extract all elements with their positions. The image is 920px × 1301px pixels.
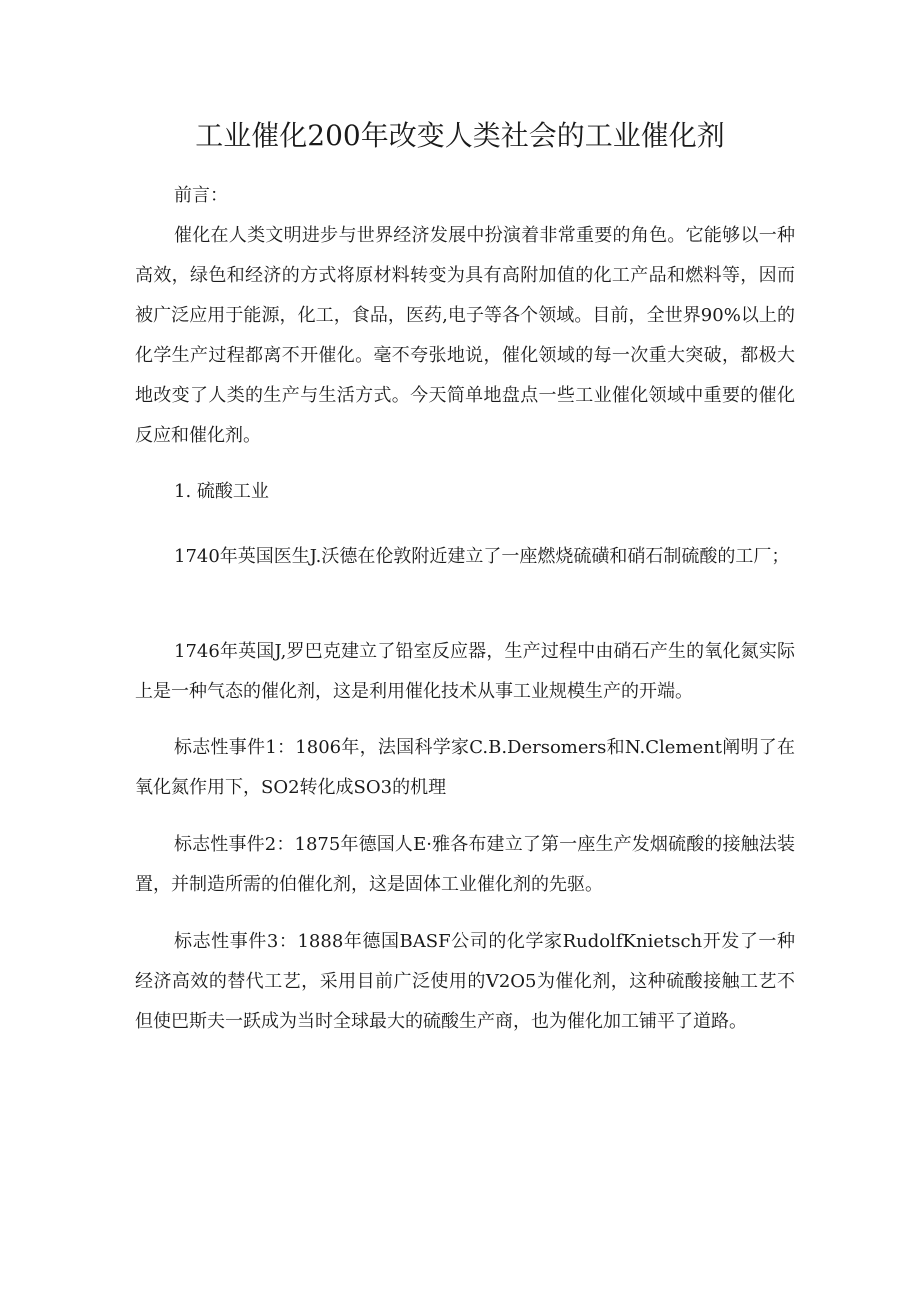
milestone-2 xyxy=(135,825,795,905)
paragraph-1740 xyxy=(135,537,795,577)
section-heading: 1. 硫酸工业 xyxy=(174,481,269,502)
milestone-1 xyxy=(135,728,795,808)
body-paragraph: 标志性事件3：1888年德国BASF公司的化学家RudolfKnietsch开发了一种经济高效的替代工艺，采用目前广泛使用的V2O5为催化剂，这种硫酸接触工艺不但使巴斯夫一跃成为当时全球最大的硫酸生产商，也为催化加工铺平了道路。 xyxy=(135,931,795,1032)
preface-section xyxy=(135,176,795,456)
body-paragraph: 标志性事件2：1875年德国人E·雅各布建立了第一座生产发烟硫酸的接触法装置，并制造所需的伯催化剂，这是固体工业催化剂的先驱。 xyxy=(135,834,795,895)
milestone-3 xyxy=(135,922,795,1042)
paragraph-1746 xyxy=(135,632,795,712)
document-title: 工业催化200年改变人类社会的工业催化剂 xyxy=(195,119,725,152)
body-paragraph: 1740年英国医生J.沃德在伦敦附近建立了一座燃烧硫磺和硝石制硫酸的工厂； xyxy=(174,546,790,567)
preface-paragraph: 催化在人类文明进步与世界经济发展中扮演着非常重要的角色。它能够以一种高效，绿色和经济的方式将原材料转变为具有高附加值的化工产品和燃料等，因而被广泛应用于能源，化工，食品，医药,电子等各个领域。目前，全世界90%以上的化学生产过程都离不开催化。毫不夸张地说，催化领域的每一次重大突破，都极大地改变了人类的生产与生活方式。今天简单地盘点一些工业催化领域中重要的催化反应和催化剂。 xyxy=(135,225,795,446)
preface-label: 前言： xyxy=(174,185,228,206)
section-1 xyxy=(135,472,795,512)
body-paragraph: 1746年英国J,罗巴克建立了铅室反应器，生产过程中由硝石产生的氧化氮实际上是一种气态的催化剂，这是利用催化技术从事工业规模生产的开端。 xyxy=(135,641,795,702)
body-paragraph: 标志性事件1：1806年，法国科学家C.B.Dersomers和N.Clement阐明了在氧化氮作用下，SO2转化成SO3的机理 xyxy=(135,737,795,798)
